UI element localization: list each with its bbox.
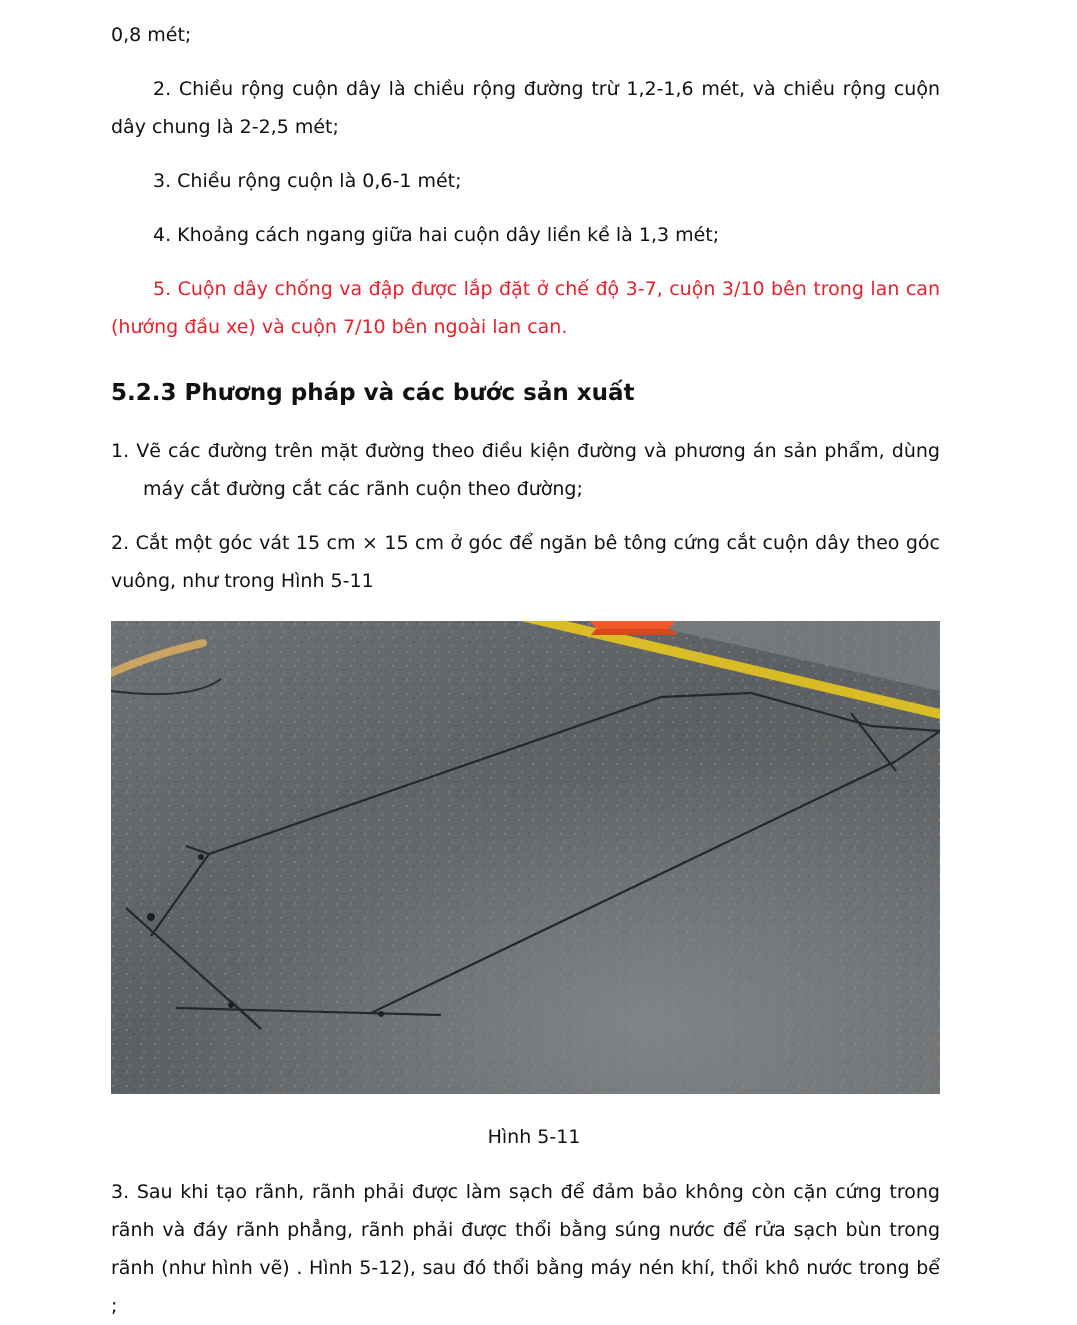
paragraph-anti-collision-coil: 5. Cuộn dây chống va đập được lắp đặt ở chế độ 3-7, cuộn 3/10 bên trong lan can (hướng đầu xe) và cuộn 7/10 bên ngoài lan can.: [111, 278, 940, 338]
paragraph-line-continuation: 0,8 mét;: [111, 24, 192, 46]
section-heading: 5.2.3 Phương pháp và các bước sản xuất: [111, 380, 635, 406]
paragraph-coil-width-range: 3. Chiều rộng cuộn là 0,6-1 mét;: [153, 170, 462, 192]
road-cut-photo: [111, 621, 940, 1094]
figure-caption: Hình 5-11: [487, 1126, 581, 1148]
step-3: 3. Sau khi tạo rãnh, rãnh phải được làm sạch để đảm bảo không còn cặn cứng trong rãnh và đáy rãnh phẳng, rãnh phải được thổi bằng súng nước để rửa sạch bùn trong rãnh (như hình vẽ) . Hình 5-12), sau đó thổi bằng máy nén khí, thổi khô nước trong bể ;: [111, 1181, 940, 1317]
step-2: 2. Cắt một góc vát 15 cm × 15 cm ở góc để ngăn bê tông cứng cắt cuộn dây theo góc vuông, như trong Hình 5-11: [111, 532, 940, 592]
paragraph-coil-width: 2. Chiều rộng cuộn dây là chiều rộng đường trừ 1,2-1,6 mét, và chiều rộng cuộn dây chung là 2-2,5 mét;: [111, 78, 940, 138]
paragraph-coil-spacing: 4. Khoảng cách ngang giữa hai cuộn dây liền kề là 1,3 mét;: [153, 224, 720, 246]
step-1: 1. Vẽ các đường trên mặt đường theo điều kiện đường và phương án sản phẩm, dùng máy cắt đường cắt các rãnh cuộn theo đường;: [111, 440, 940, 500]
